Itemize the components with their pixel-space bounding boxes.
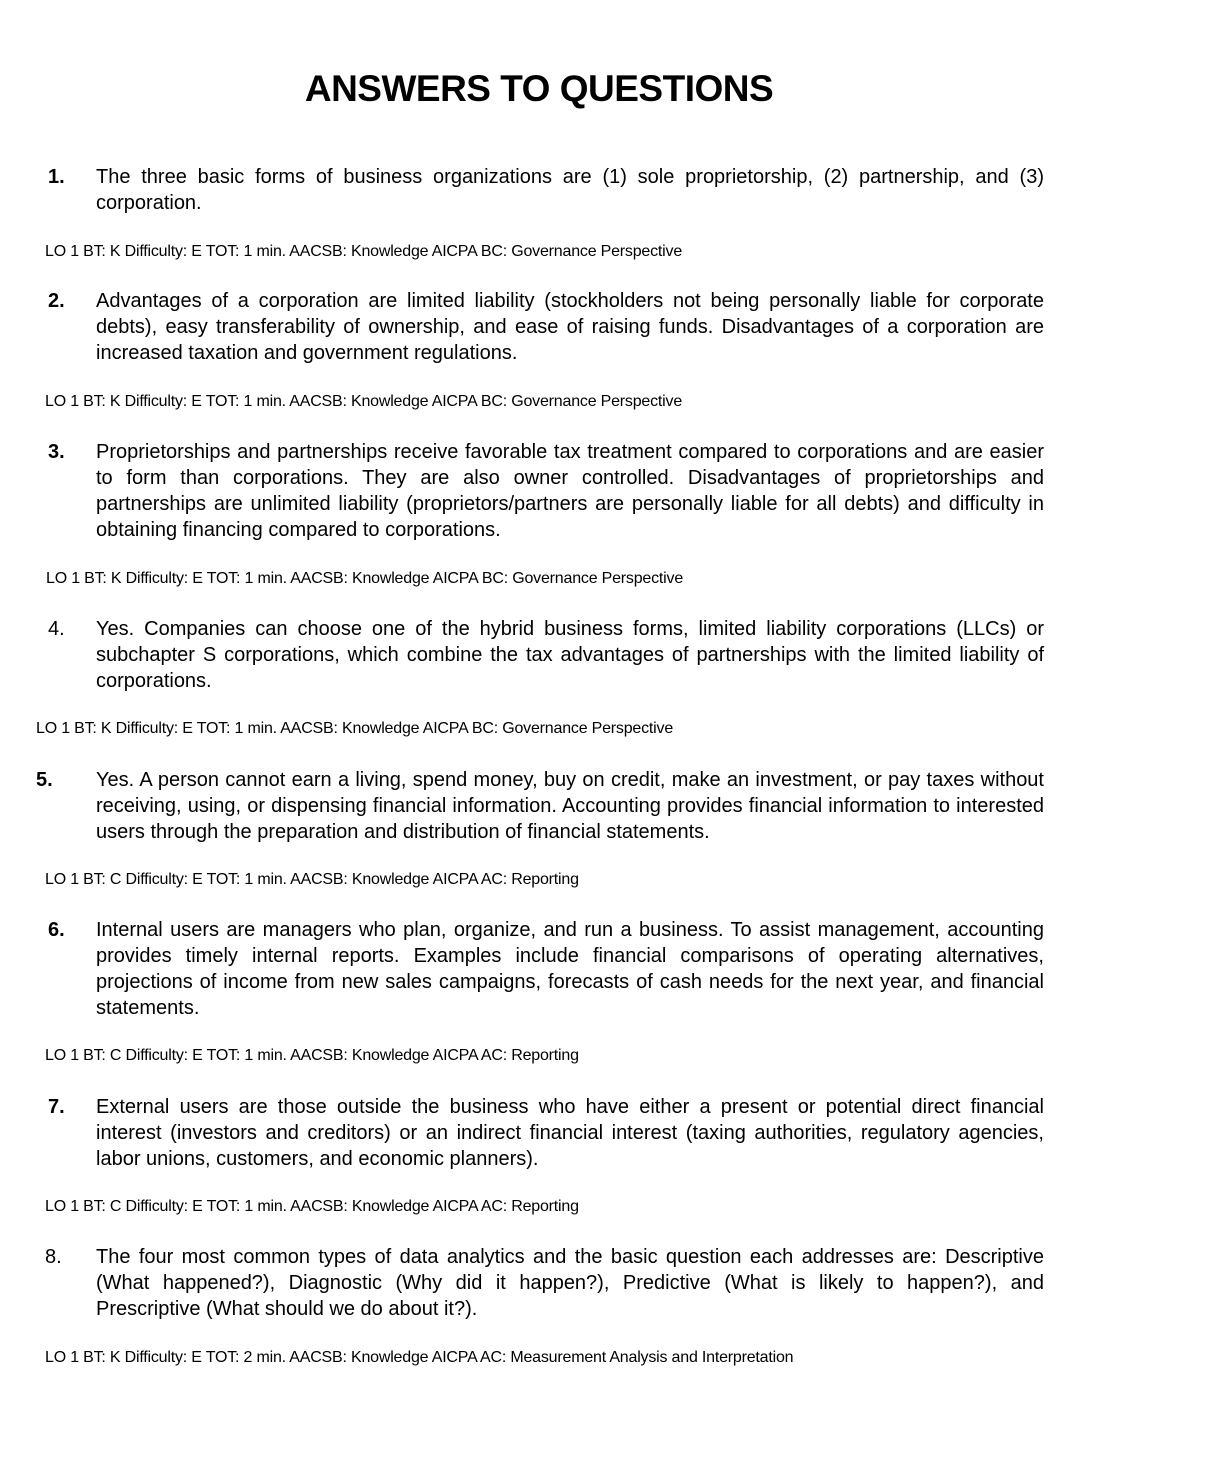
question-number: 1. [48,166,65,188]
question-number: 3. [48,441,65,463]
question-tags: LO 1 BT: K Difficulty: E TOT: 1 min. AACSB: Knowledge AICPA BC: Governance Perspective [46,570,684,587]
question-tags: LO 1 BT: K Difficulty: E TOT: 2 min. AACSB: Knowledge AICPA AC: Measurement Analysis and Interpretation [45,1349,794,1366]
question-tags: LO 1 BT: C Difficulty: E TOT: 1 min. AACSB: Knowledge AICPA AC: Reporting [45,871,579,888]
answer-text: External users are those outside the business who have either a present or potential direct financial interest (investors and creditors) or an indirect financial interest (taxing authorities, regulatory agencies, labor unions, customers, and economic planners). [96,1096,1044,1170]
answer-text: Yes. Companies can choose one of the hybrid business forms, limited liability corporations (LLCs) or subchapter S corporations, which combine the tax advantages of partnerships with the limited liability of corporations. [96,618,1044,692]
answer-text: Proprietorships and partnerships receive favorable tax treatment compared to corporations and are easier to form than corporations. They are also owner controlled. Disadvantages of proprietorships and partnerships are unlimited liability (proprietors/partners are personally liable for all debts) and difficulty in obtaining financing compared to corporations. [96,441,1044,541]
answer-text: Advantages of a corporation are limited liability (stockholders not being personally liable for corporate debts), easy transferability of ownership, and ease of raising funds. Disadvantages of a corporation are increased taxation and government regulations. [96,290,1044,364]
question-number: 6. [48,919,65,941]
page-title: ANSWERS TO QUESTIONS [304,68,774,109]
question-number: 5. [36,769,53,791]
answer-text: Yes. A person cannot earn a living, spend money, buy on credit, make an investment, or pay taxes without receiving, using, or dispensing financial information. Accounting provides financial information to interested users through the preparation and distribution of financial statements. [96,769,1044,843]
question-tags: LO 1 BT: K Difficulty: E TOT: 1 min. AACSB: Knowledge AICPA BC: Governance Perspective [45,243,683,260]
question-tags: LO 1 BT: K Difficulty: E TOT: 1 min. AACSB: Knowledge AICPA BC: Governance Perspective [45,393,683,410]
question-number: 2. [48,290,65,312]
question-tags: LO 1 BT: K Difficulty: E TOT: 1 min. AACSB: Knowledge AICPA BC: Governance Perspective [36,720,674,737]
question-tags: LO 1 BT: C Difficulty: E TOT: 1 min. AACSB: Knowledge AICPA AC: Reporting [45,1198,579,1215]
question-number: 8. [45,1246,62,1268]
question-tags: LO 1 BT: C Difficulty: E TOT: 1 min. AACSB: Knowledge AICPA AC: Reporting [45,1047,579,1064]
question-number: 4. [48,618,65,640]
answer-text: The four most common types of data analytics and the basic question each addresses are: Descriptive (What happened?), Diagnostic (Why did it happen?), Predictive (What is likely to happen?), and Prescriptive (What should we do about it?). [96,1246,1044,1320]
question-number: 7. [48,1096,65,1118]
answer-text: Internal users are managers who plan, organize, and run a business. To assist management, accounting provides timely internal reports. Examples include financial comparisons of operating alternatives, projections of income from new sales campaigns, forecasts of cash needs for the next year, and financial statements. [96,919,1044,1019]
answer-text: The three basic forms of business organizations are (1) sole proprietorship, (2) partnership, and (3) corporation. [96,166,1044,214]
